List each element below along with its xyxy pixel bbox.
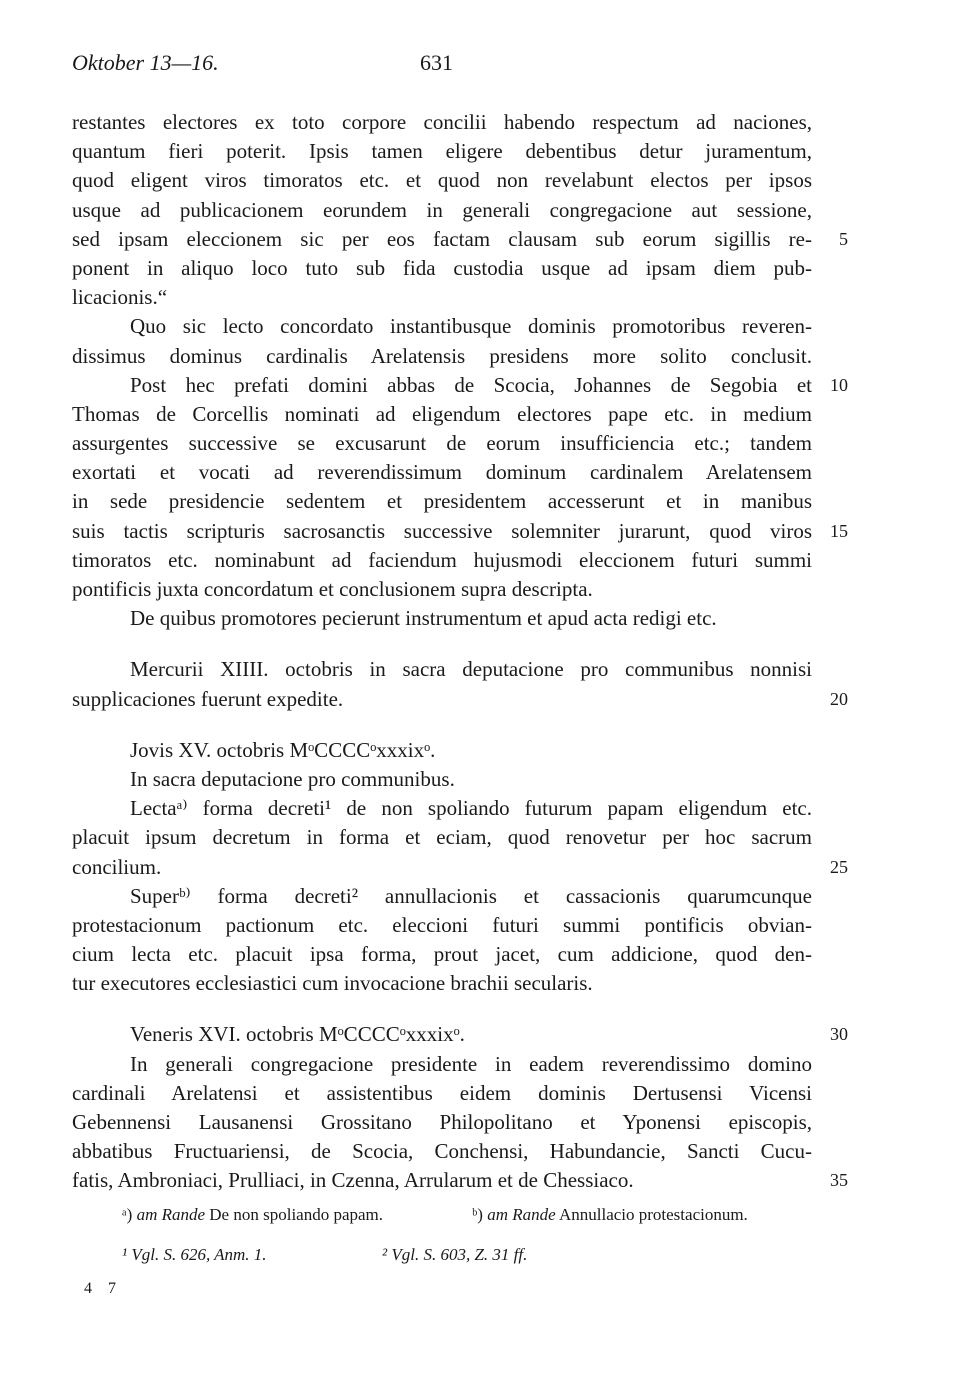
line-number: 15 bbox=[830, 520, 848, 541]
text-line: abbatibus Fructuariensi, de Scocia, Conchensi, Habundancie, Sancti Cucu- bbox=[72, 1139, 812, 1164]
text-line: Gebennensi Lausanensi Grossitano Philopolitano et Yponensi episcopis, bbox=[72, 1110, 812, 1134]
page-number: 631 bbox=[420, 50, 453, 75]
text-line: cium lecta etc. placuit ipsa forma, prout jacet, cum addicione, quod den- bbox=[72, 942, 812, 967]
text-line: supplicaciones fuerunt expedite. 20 bbox=[72, 685, 812, 714]
text-line: cardinali Arelatensi et assistentibus eidem dominis Dertusensi Vicensi bbox=[72, 1080, 812, 1105]
critical-footnotes bbox=[72, 1200, 812, 1230]
line-number: 25 bbox=[830, 856, 848, 877]
text-line: restantes electores ex toto corpore concilii habendo respectum ad naciones, bbox=[72, 110, 812, 134]
text-line: quantum fieri poterit. Ipsis tamen eligere debentibus detur juramentum, bbox=[72, 139, 812, 164]
running-title: Oktober 13—16. bbox=[72, 50, 219, 75]
line-number: 20 bbox=[830, 688, 848, 709]
text-line: Veneris XVI. octobris MᵒCCCCᵒxxxixᵒ. 30 bbox=[72, 1020, 812, 1049]
printer-signature: 4 7 bbox=[84, 1280, 122, 1297]
footnote-b: ᵇ) am Rande Annullacio protestacionum. bbox=[472, 1205, 748, 1224]
text-line: fatis, Ambroniaci, Prulliaci, in Czenna, Arrularum et de Chessiaco. 35 bbox=[72, 1166, 812, 1195]
reference-footnotes bbox=[72, 1240, 812, 1270]
footnote-1: ¹ Vgl. S. 626, Anm. 1. bbox=[122, 1245, 267, 1264]
text-line: Lectaᵃ⁾ forma decreti¹ de non spoliando futurum papam eligendum etc. bbox=[130, 796, 812, 821]
text-line: De quibus promotores pecierunt instrumentum et apud acta redigi etc. bbox=[130, 606, 717, 631]
text-line: suis tactis scripturis sacrosanctis successive solemniter jurarunt, quod viros 15 bbox=[72, 517, 812, 546]
text-line: exortati et vocati ad reverendissimum dominum cardinalem Arelatensem bbox=[72, 460, 812, 485]
text-line: concilium. 25 bbox=[72, 853, 812, 882]
text-line: dissimus dominus cardinalis Arelatensis presidens more solito conclusit. bbox=[72, 343, 812, 368]
text-line: usque ad publicacionem eorundem in generali congregacione aut sessione, bbox=[72, 197, 812, 222]
text-line: sed ipsam eleccionem sic per eos factam clausam sub eorum sigillis re- 5 bbox=[72, 225, 812, 254]
text-line: assurgentes successive se excusarunt de eorum insufficiencia etc.; tandem bbox=[72, 431, 812, 456]
text-line: pontificis juxta concordatum et conclusionem supra descripta. bbox=[72, 577, 593, 601]
footnote-a: ᵃ) am Rande De non spoliando papam. bbox=[122, 1205, 384, 1224]
text-line: placuit ipsum decretum in forma et eciam, quod renovetur per hoc sacrum bbox=[72, 825, 812, 850]
text-line: quod eligent viros timoratos etc. et quod non revelabunt electos per ipsos bbox=[72, 168, 812, 193]
text-line: ponent in aliquo loco tuto sub fida custodia usque ad ipsam diem pub- bbox=[72, 255, 812, 280]
text-line: tur executores ecclesiastici cum invocacione brachii secularis. bbox=[72, 971, 593, 996]
text-line: Quo sic lecto concordato instantibusque dominis promotoribus reveren- bbox=[130, 314, 812, 339]
main-text bbox=[72, 108, 848, 1196]
footnote-2: ² Vgl. S. 603, Z. 31 ff. bbox=[382, 1245, 528, 1264]
text-line: Superᵇ⁾ forma decreti² annullacionis et cassacionis quarumcunque bbox=[130, 883, 812, 908]
text-line: timoratos etc. nominabunt ad faciendum hujusmodi eleccionem futuri summi bbox=[72, 547, 812, 572]
footnotes bbox=[72, 1200, 812, 1270]
text-line: licacionis.“ bbox=[72, 285, 168, 310]
text-line: Jovis XV. octobris MᵒCCCCᵒxxxixᵒ. bbox=[130, 737, 436, 762]
text-line: in sede presidencie sedentem et presidentem accesserunt et in manibus bbox=[72, 489, 812, 514]
text-line: Mercurii XIIII. octobris in sacra deputacione pro communibus nonnisi bbox=[130, 657, 812, 682]
text-line: Post hec prefati domini abbas de Scocia, Johannes de Segobia et 10 bbox=[72, 371, 812, 400]
line-number: 5 bbox=[839, 228, 848, 249]
line-number: 30 bbox=[830, 1024, 848, 1045]
line-number: 10 bbox=[830, 374, 848, 395]
page-header bbox=[72, 50, 812, 86]
line-number: 35 bbox=[830, 1170, 848, 1191]
text-line: protestacionum pactionum etc. eleccioni futuri summi pontificis obvian- bbox=[72, 912, 812, 937]
text-line: In sacra deputacione pro communibus. bbox=[130, 766, 455, 791]
text-line: In generali congregacione presidente in eadem reverendissimo domino bbox=[130, 1051, 812, 1076]
text-line: Thomas de Corcellis nominati ad eligendum electores pape etc. in medium bbox=[72, 401, 812, 426]
